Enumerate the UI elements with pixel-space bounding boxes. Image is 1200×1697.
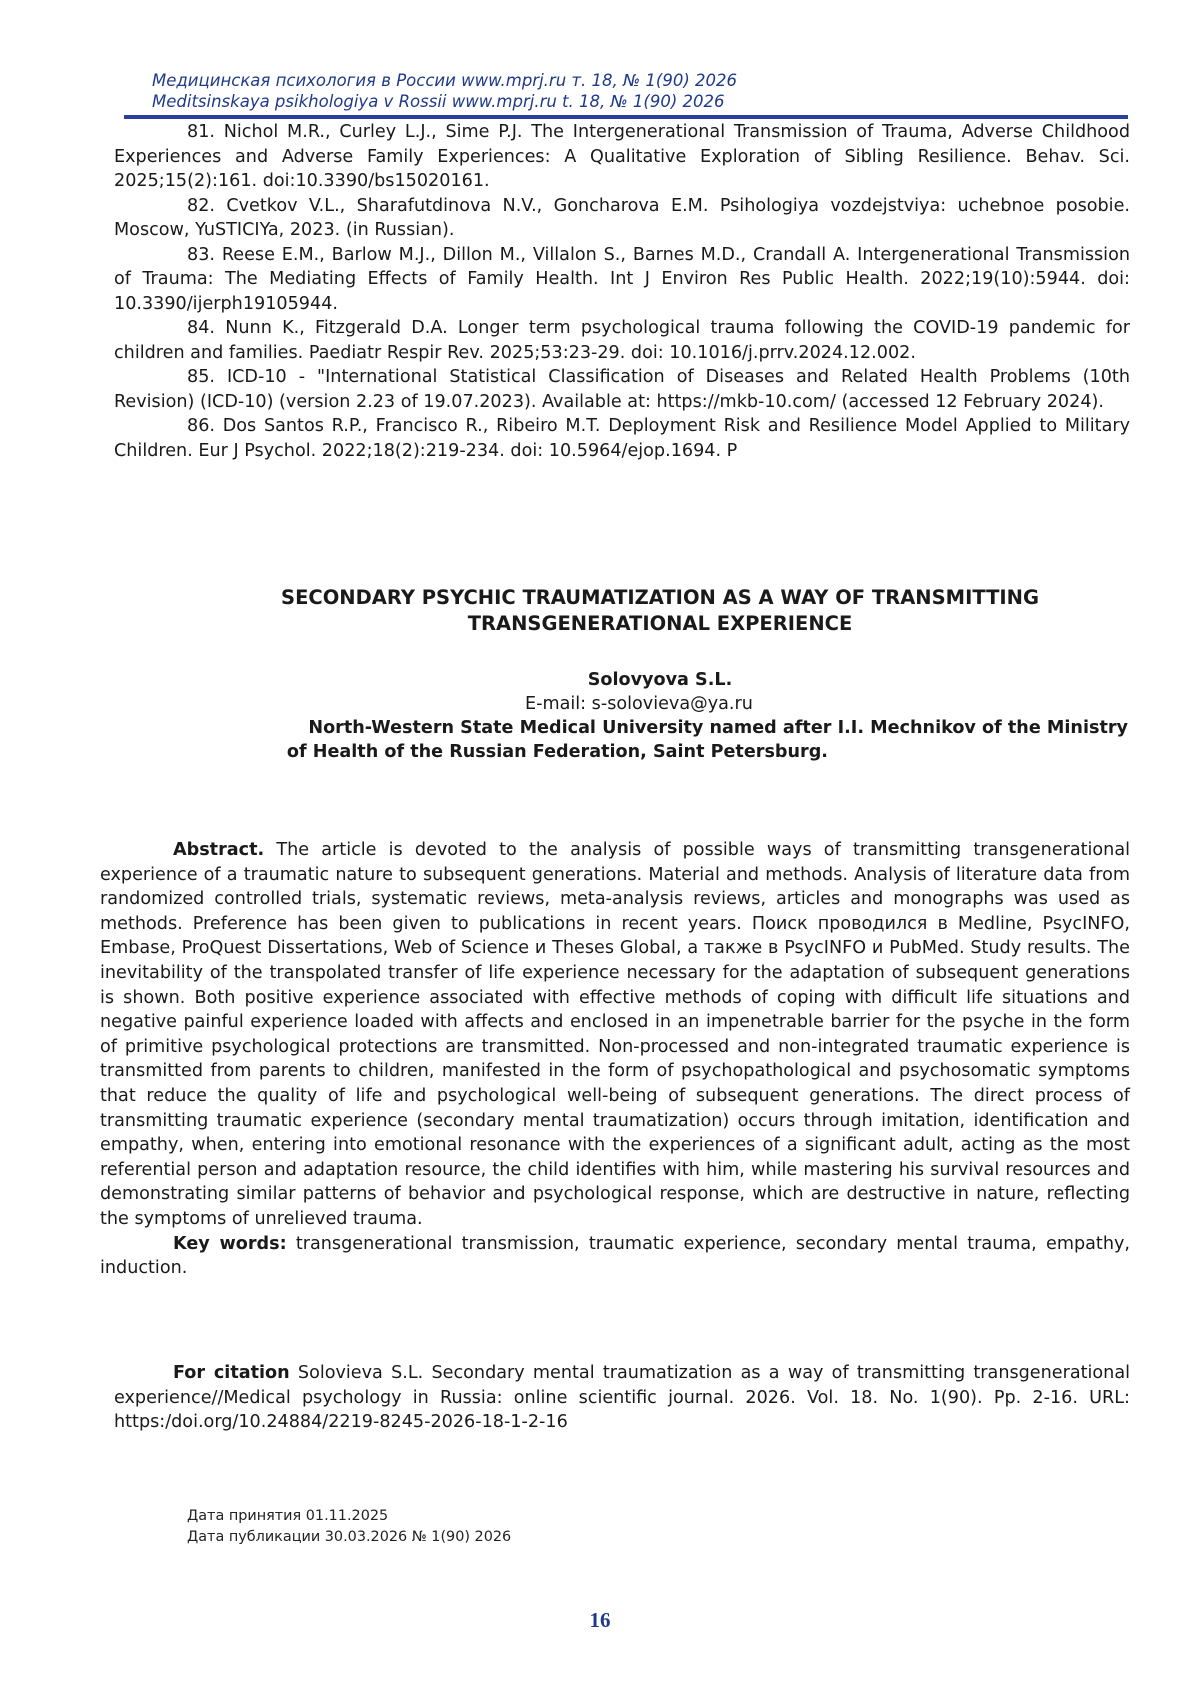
running-header bbox=[152, 70, 1137, 112]
author-name: Solovyova S.L. bbox=[587, 670, 733, 690]
publication-dates bbox=[187, 1506, 511, 1548]
date-accepted: Дата принятия 01.11.2025 bbox=[187, 1508, 389, 1524]
author-affiliation bbox=[180, 716, 1128, 764]
article-title-line2: TRANSGENERATIONAL EXPERIENCE bbox=[467, 612, 853, 635]
abstract-text: The article is devoted to the analysis of possible ways of transmitting transgenerational experience of a traumatic nature to subsequent generations. Material and methods. Analysis of literature data from randomized controlled trials, systematic reviews, meta-analysis reviews, articles and monographs was used as methods. Preference has been given to publications in recent years. Поиск проводился в Medline, PsycINFO, Embase, ProQuest Dissertations, Web of Science и Theses Global, а также в PsycINFO и PubMed. Study results. The inevitability of the transpolated transfer of life experience necessary for the adaptation of subsequent generations is shown. Both positive experience associated with effective methods of coping with difficult life situations and negative painful experience loaded with affects and enclosed in an impenetrable barrier for the psyche in the form of primitive psychological protections are transmitted. Non-processed and non-integrated traumatic experience is transmitted from parents to children, manifested in the form of psychopathological and psychosomatic symptoms that reduce the quality of life and psychological well-being of subsequent generations. The direct process of transmitting traumatic experience (secondary mental traumatization) occurs through imitation, identification and empathy, when, entering into emotional resonance with the experiences of a significant adult, acting as the most referential person and adaptation resource, the child identifies with him, while mastering his survival resources and demonstrating similar patterns of behavior and psychological response, which are destructive in nature, reflecting the symptoms of unrelieved trauma. bbox=[100, 840, 1130, 1229]
reference-81: 81. Nichol M.R., Curley L.J., Sime P.J. The Intergenerational Transmission of Trauma, Adverse Childhood Experiences and Adverse Family Experiences: A Qualitative Exploration of Sibling Resilience. Behav. Sci. 2025;15(2):161. doi:10.3390/bs15020161. bbox=[114, 122, 1130, 191]
affiliation-line1: North-Western State Medical University named after I.I. Mechnikov of the Ministry bbox=[308, 718, 1128, 738]
article-title-line1: SECONDARY PSYCHIC TRAUMATIZATION AS A WAY OF TRANSMITTING bbox=[281, 586, 1039, 609]
reference-84: 84. Nunn K., Fitzgerald D.A. Longer term psychological trauma following the COVID-19 pandemic for children and families. Paediatr Respir Rev. 2025;53:23-29. doi: 10.1016/j.prrv.2024.12.002. bbox=[114, 318, 1130, 363]
abstract-paragraph bbox=[100, 838, 1130, 1232]
reference-85: 85. ICD-10 - "International Statistical Classification of Diseases and Related Health Problems (10th Revision) (ICD-10) (version 2.23 of 19.07.2023). Available at: https://mkb-10.com/ (accessed 12 February 2024). bbox=[114, 367, 1130, 412]
citation-paragraph bbox=[114, 1361, 1130, 1435]
header-line-russian: Медицинская психология в России www.mprj.ru т. 18, № 1(90) 2026 bbox=[152, 71, 737, 90]
header-line-transliterated: Meditsinskaya psikhologiya v Rossii www.mprj.ru t. 18, № 1(90) 2026 bbox=[152, 92, 725, 111]
author-email: E-mail: s-solovieva@ya.ru bbox=[525, 694, 753, 714]
keywords-label: Key words: bbox=[173, 1233, 287, 1254]
citation-section bbox=[114, 1361, 1130, 1435]
keywords-paragraph bbox=[100, 1232, 1130, 1281]
page-number: 16 bbox=[589, 1608, 611, 1632]
citation-text: Solovieva S.L. Secondary mental traumatization as a way of transmitting transgenerational experience//Medical psychology in Russia: online scientific journal. 2026. Vol. 18. No. 1(90). Pp. 2-16. URL: https:/doi.org/10.24884/2219-8245-2026-18-1-2-16 bbox=[114, 1363, 1130, 1433]
citation-label: For citation bbox=[173, 1363, 290, 1383]
abstract-section bbox=[100, 838, 1130, 1281]
header-divider bbox=[124, 115, 1128, 119]
date-published: Дата публикации 30.03.2026 № 1(90) 2026 bbox=[187, 1529, 512, 1545]
reference-83: 83. Reese E.M., Barlow M.J., Dillon M., Villalon S., Barnes M.D., Crandall A. Intergenerational Transmission of Trauma: The Mediating Effects of Family Health. Int J Environ Res Public Health. 2022;19(10):5944. doi: 10.3390/ijerph19105944. bbox=[114, 244, 1130, 314]
abstract-label: Abstract. bbox=[173, 840, 265, 860]
article-title bbox=[200, 585, 1120, 637]
affiliation-line2: of Health of the Russian Federation, Saint Petersburg. bbox=[286, 742, 828, 762]
reference-list bbox=[114, 120, 1130, 463]
reference-82: 82. Cvetkov V.L., Sharafutdinova N.V., Goncharova E.M. Psihologiya vozdejstviya: uchebnoe posobie. Moscow, YuSTICIYa, 2023. (in Russian). bbox=[114, 195, 1130, 240]
reference-86: 86. Dos Santos R.P., Francisco R., Ribeiro M.T. Deployment Risk and Resilience Model Applied to Military Children. Eur J Psychol. 2022;18(2):219-234. doi: 10.5964/ejop.1694. P bbox=[114, 416, 1130, 461]
keywords-text: transgenerational transmission, traumatic experience, secondary mental trauma, empathy, induction. bbox=[100, 1233, 1130, 1279]
